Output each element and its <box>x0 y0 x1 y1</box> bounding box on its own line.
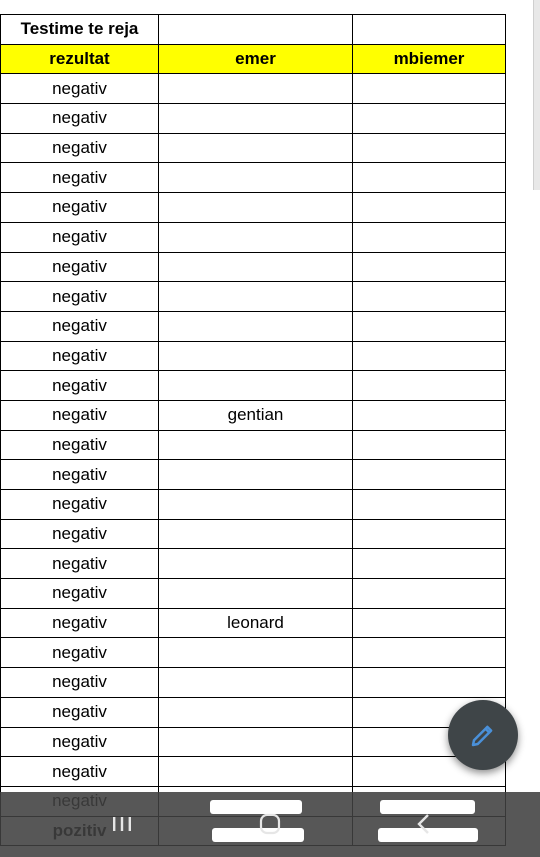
cell-rezultat[interactable]: negativ <box>1 579 159 609</box>
table-row <box>1 193 506 223</box>
cell-mbiemer[interactable] <box>353 163 506 193</box>
cell-emer[interactable] <box>159 519 353 549</box>
cell-mbiemer[interactable] <box>353 311 506 341</box>
table-row <box>1 252 506 282</box>
table-row <box>1 460 506 490</box>
cell-emer[interactable] <box>159 460 353 490</box>
cell-rezultat[interactable]: negativ <box>1 252 159 282</box>
back-button[interactable] <box>404 806 444 842</box>
cell-rezultat[interactable]: negativ <box>1 193 159 223</box>
cell-mbiemer[interactable] <box>353 104 506 134</box>
cell-mbiemer[interactable] <box>353 282 506 312</box>
table-row <box>1 490 506 520</box>
table-row <box>1 163 506 193</box>
cell-mbiemer[interactable] <box>353 549 506 579</box>
cell-rezultat[interactable]: negativ <box>1 460 159 490</box>
table-row <box>1 74 506 104</box>
table-row <box>1 104 506 134</box>
cell-mbiemer[interactable] <box>353 638 506 668</box>
cell-emer[interactable] <box>159 668 353 698</box>
cell-rezultat[interactable]: negativ <box>1 490 159 520</box>
cell-emer[interactable] <box>159 727 353 757</box>
cell-mbiemer[interactable] <box>353 74 506 104</box>
header-emer[interactable]: emer <box>159 44 353 74</box>
cell-rezultat[interactable]: negativ <box>1 222 159 252</box>
table-row <box>1 400 506 430</box>
cell-emer[interactable] <box>159 282 353 312</box>
cell-emer[interactable] <box>159 757 353 787</box>
cell-mbiemer[interactable] <box>353 668 506 698</box>
cell-rezultat[interactable]: negativ <box>1 282 159 312</box>
cell-emer[interactable] <box>159 163 353 193</box>
cell-mbiemer[interactable] <box>353 133 506 163</box>
cell-mbiemer[interactable] <box>353 460 506 490</box>
cell-mbiemer[interactable] <box>353 222 506 252</box>
cell-rezultat[interactable]: negativ <box>1 74 159 104</box>
cell-rezultat[interactable]: negativ <box>1 519 159 549</box>
table-row <box>1 579 506 609</box>
cell-rezultat[interactable]: negativ <box>1 757 159 787</box>
system-navigation-bar <box>0 792 540 857</box>
table-row <box>1 608 506 638</box>
title-row <box>1 15 506 45</box>
pencil-edit-icon <box>468 720 498 750</box>
cell-emer[interactable] <box>159 490 353 520</box>
table-row <box>1 371 506 401</box>
cell-rezultat[interactable]: negativ <box>1 371 159 401</box>
table-row <box>1 430 506 460</box>
cell-mbiemer[interactable] <box>353 371 506 401</box>
cell-emer[interactable]: leonard <box>159 608 353 638</box>
cell-mbiemer[interactable] <box>353 608 506 638</box>
cell-rezultat[interactable]: negativ <box>1 311 159 341</box>
cell-emer[interactable] <box>159 311 353 341</box>
table-row <box>1 668 506 698</box>
header-rezultat[interactable]: rezultat <box>1 44 159 74</box>
cell-emer[interactable] <box>159 341 353 371</box>
recent-apps-button[interactable] <box>102 806 142 842</box>
cell-emer[interactable] <box>159 222 353 252</box>
cell-emer[interactable] <box>159 371 353 401</box>
cell-mbiemer[interactable] <box>353 490 506 520</box>
table-row <box>1 638 506 668</box>
cell-rezultat[interactable]: negativ <box>1 668 159 698</box>
cell-emer[interactable] <box>159 193 353 223</box>
cell-rezultat[interactable]: negativ <box>1 400 159 430</box>
empty-cell[interactable] <box>353 15 506 45</box>
cell-rezultat[interactable]: negativ <box>1 697 159 727</box>
table-row <box>1 727 506 757</box>
table-row <box>1 519 506 549</box>
cell-mbiemer[interactable] <box>353 252 506 282</box>
cell-rezultat[interactable]: negativ <box>1 638 159 668</box>
home-button[interactable] <box>250 806 290 842</box>
cell-mbiemer[interactable] <box>353 519 506 549</box>
cell-emer[interactable] <box>159 74 353 104</box>
cell-rezultat[interactable]: negativ <box>1 608 159 638</box>
table-row <box>1 697 506 727</box>
cell-rezultat[interactable]: negativ <box>1 727 159 757</box>
scrollbar[interactable] <box>533 0 540 190</box>
table-row <box>1 341 506 371</box>
cell-mbiemer[interactable] <box>353 579 506 609</box>
cell-emer[interactable] <box>159 430 353 460</box>
cell-emer[interactable] <box>159 252 353 282</box>
table-row <box>1 311 506 341</box>
cell-rezultat[interactable]: negativ <box>1 549 159 579</box>
back-icon <box>414 812 434 836</box>
table-row <box>1 757 506 787</box>
table-row <box>1 549 506 579</box>
cell-emer[interactable] <box>159 133 353 163</box>
cell-rezultat[interactable]: negativ <box>1 163 159 193</box>
cell-emer[interactable] <box>159 697 353 727</box>
sheet-title[interactable]: Testime te reja <box>1 15 159 45</box>
cell-rezultat[interactable]: negativ <box>1 104 159 134</box>
table-row <box>1 282 506 312</box>
edit-fab-button[interactable] <box>448 700 518 770</box>
table-row <box>1 133 506 163</box>
empty-cell[interactable] <box>159 15 353 45</box>
cell-emer[interactable] <box>159 638 353 668</box>
cell-emer[interactable] <box>159 549 353 579</box>
cell-rezultat[interactable]: negativ <box>1 430 159 460</box>
table-row <box>1 222 506 252</box>
cell-mbiemer[interactable] <box>353 341 506 371</box>
cell-rezultat[interactable]: negativ <box>1 341 159 371</box>
recent-apps-icon <box>111 814 133 834</box>
cell-emer[interactable]: gentian <box>159 400 353 430</box>
cell-emer[interactable] <box>159 104 353 134</box>
cell-mbiemer[interactable] <box>353 430 506 460</box>
cell-rezultat[interactable]: negativ <box>1 133 159 163</box>
header-mbiemer[interactable]: mbiemer <box>353 44 506 74</box>
cell-mbiemer[interactable] <box>353 400 506 430</box>
cell-emer[interactable] <box>159 579 353 609</box>
home-icon <box>258 812 282 836</box>
header-row <box>1 44 506 74</box>
cell-mbiemer[interactable] <box>353 193 506 223</box>
spreadsheet-table <box>0 14 506 846</box>
